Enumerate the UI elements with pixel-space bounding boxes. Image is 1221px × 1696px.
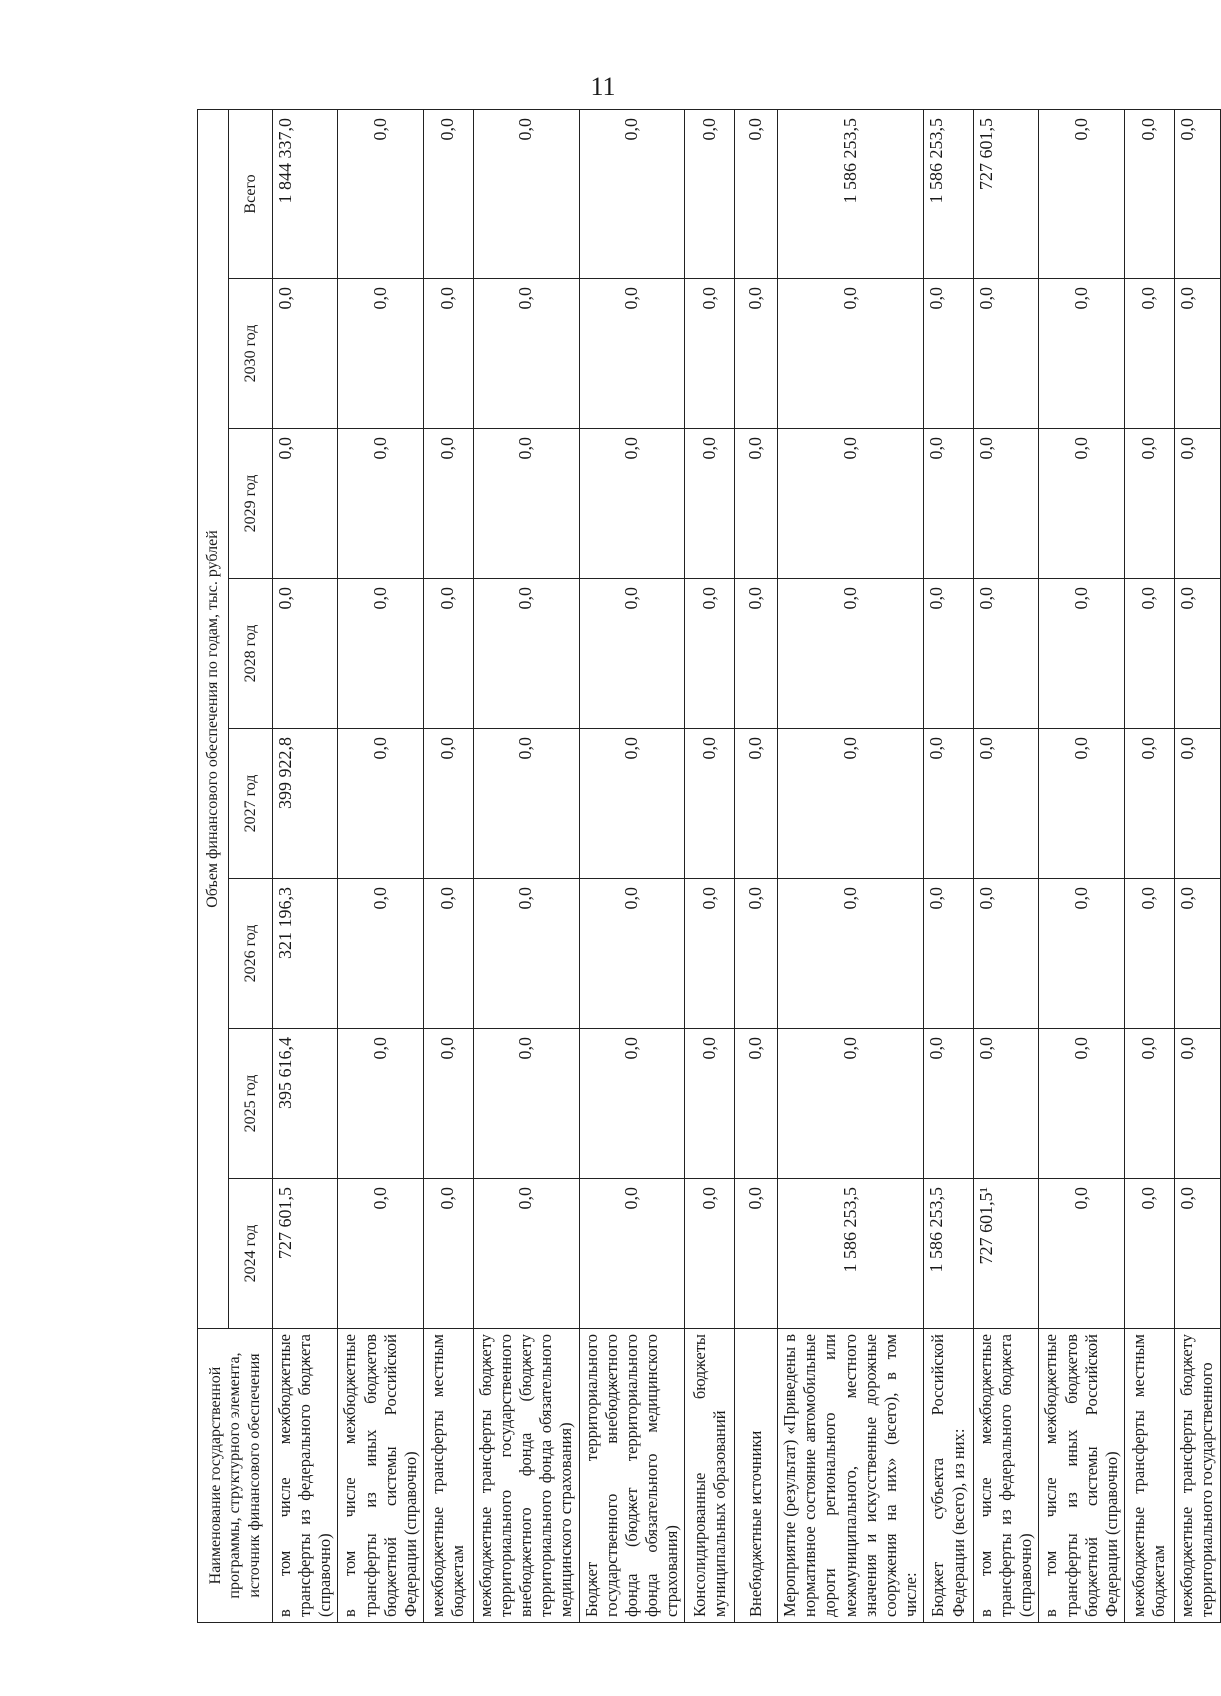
- row-value: 1 586 253,5: [924, 109, 974, 278]
- row-name: Внебюджетные источники: [735, 1329, 778, 1623]
- row-value: 0,0: [473, 1029, 579, 1179]
- table-row: [473, 109, 579, 1622]
- column-header-volume: Объем финансового обеспечения по годам, тыс. рублей: [198, 109, 229, 1328]
- row-value: 321 196,3: [273, 879, 338, 1029]
- row-value: 0,0: [1124, 1179, 1174, 1329]
- table-row: [1174, 109, 1220, 1622]
- column-header-year: 2029 год: [229, 429, 273, 579]
- row-value: 0,0: [423, 579, 473, 729]
- row-name: в том числе межбюджетные трансферты из федерального бюджета (справочно): [974, 1329, 1039, 1623]
- row-value: 0,0: [473, 279, 579, 429]
- row-value: 0,0: [579, 109, 685, 278]
- table-row: [1124, 109, 1174, 1622]
- row-value: 0,0: [473, 579, 579, 729]
- row-value: 0,0: [1174, 429, 1220, 579]
- row-value: 0,0: [735, 279, 778, 429]
- row-value: 0,0: [685, 1179, 735, 1329]
- row-value: 0,0: [338, 109, 424, 278]
- row-value: 0,0: [685, 1029, 735, 1179]
- row-value: 0,0: [1174, 1179, 1220, 1329]
- row-value: 0,0: [974, 1029, 1039, 1179]
- row-value: 0,0: [338, 1029, 424, 1179]
- column-header-name: Наименование государственной программы, структурного элемента, источник финансового обеспечения: [198, 1329, 273, 1623]
- row-value: 0,0: [735, 429, 778, 579]
- row-value: 0,0: [685, 429, 735, 579]
- row-value: 727 601,5¹: [974, 1179, 1039, 1329]
- column-header-year: 2026 год: [229, 879, 273, 1029]
- row-value: 0,0: [338, 279, 424, 429]
- row-value: 0,0: [974, 429, 1039, 579]
- row-value: 0,0: [735, 1029, 778, 1179]
- row-value: 0,0: [778, 579, 924, 729]
- row-value: 0,0: [778, 879, 924, 1029]
- row-name: Мероприятие (результат) «Приведены в нормативное состояние автомобильные дороги регионального или межмуниципального, местного значения и искусственные дорожные сооружения на них» (всего), в том числе:: [778, 1329, 924, 1623]
- row-value: 727 601,5: [273, 1179, 338, 1329]
- row-name: межбюджетные трансферты местным бюджетам: [423, 1329, 473, 1623]
- row-value: 0,0: [974, 729, 1039, 879]
- row-value: 0,0: [974, 879, 1039, 1029]
- table-row: [778, 109, 924, 1622]
- row-value: 0,0: [685, 279, 735, 429]
- row-value: 0,0: [685, 729, 735, 879]
- row-value: 0,0: [473, 1179, 579, 1329]
- column-header-year: 2028 год: [229, 579, 273, 729]
- row-value: 0,0: [924, 579, 974, 729]
- row-value: 1 586 253,5: [924, 1179, 974, 1329]
- row-value: 0,0: [1124, 729, 1174, 879]
- table-row: [924, 109, 974, 1622]
- row-value: 0,0: [1174, 729, 1220, 879]
- row-value: 0,0: [579, 579, 685, 729]
- row-value: 0,0: [685, 109, 735, 278]
- funding-table-rotated: [197, 110, 1217, 1623]
- row-value: 0,0: [924, 279, 974, 429]
- row-value: 0,0: [423, 1179, 473, 1329]
- row-value: 0,0: [1124, 879, 1174, 1029]
- row-value: 0,0: [778, 279, 924, 429]
- table-row: [338, 109, 424, 1622]
- row-value: 0,0: [1174, 579, 1220, 729]
- row-value: 0,0: [338, 729, 424, 879]
- row-value: 1 844 337,0: [273, 109, 338, 278]
- row-value: 1 586 253,5: [778, 1179, 924, 1329]
- row-value: 0,0: [423, 729, 473, 879]
- row-name: межбюджетные трансферты местным бюджетам: [1124, 1329, 1174, 1623]
- table-row: [579, 109, 685, 1622]
- row-value: 0,0: [1124, 109, 1174, 278]
- row-value: 0,0: [735, 729, 778, 879]
- column-header-year: 2027 год: [229, 729, 273, 879]
- row-value: 0,0: [473, 729, 579, 879]
- row-value: 0,0: [1124, 429, 1174, 579]
- row-value: 0,0: [924, 1029, 974, 1179]
- table-row: [974, 109, 1039, 1622]
- row-value: 0,0: [423, 109, 473, 278]
- row-value: 0,0: [1039, 1029, 1125, 1179]
- row-value: 0,0: [338, 429, 424, 579]
- row-value: 0,0: [273, 279, 338, 429]
- row-value: 0,0: [778, 1029, 924, 1179]
- row-value: 1 586 253,5: [778, 109, 924, 278]
- row-value: 0,0: [579, 429, 685, 579]
- row-value: 0,0: [1174, 879, 1220, 1029]
- row-name: в том числе межбюджетные трансферты из федерального бюджета (справочно): [273, 1329, 338, 1623]
- row-value: 0,0: [473, 429, 579, 579]
- funding-table: [197, 109, 1221, 1623]
- row-name: в том числе межбюджетные трансферты из иных бюджетов бюджетной системы Российской Федерации (справочно): [338, 1329, 424, 1623]
- row-value: 0,0: [579, 1179, 685, 1329]
- row-value: 0,0: [1039, 579, 1125, 729]
- table-row: [423, 109, 473, 1622]
- row-value: 727 601,5: [974, 109, 1039, 278]
- row-value: 0,0: [1124, 279, 1174, 429]
- row-value: 0,0: [685, 879, 735, 1029]
- row-value: 0,0: [1174, 109, 1220, 278]
- row-value: 0,0: [473, 109, 579, 278]
- row-value: 0,0: [338, 879, 424, 1029]
- column-header-year: 2024 год: [229, 1179, 273, 1329]
- column-header-year: 2030 год: [229, 279, 273, 429]
- row-value: 0,0: [974, 279, 1039, 429]
- row-value: 0,0: [423, 429, 473, 579]
- row-value: 0,0: [924, 879, 974, 1029]
- row-name: Бюджет территориального государственного внебюджетного фонда (бюджет территориального фонда обязательного медицинского страхования): [579, 1329, 685, 1623]
- row-value: 0,0: [579, 879, 685, 1029]
- table-row: [685, 109, 735, 1622]
- row-value: 0,0: [1124, 579, 1174, 729]
- row-value: 0,0: [1039, 1179, 1125, 1329]
- row-value: 395 616,4: [273, 1029, 338, 1179]
- row-value: 0,0: [338, 579, 424, 729]
- header-row-1: [198, 109, 229, 1622]
- row-value: 0,0: [1124, 1029, 1174, 1179]
- column-header-year: 2025 год: [229, 1029, 273, 1179]
- row-name: межбюджетные трансферты бюджету территориального государственного: [1174, 1329, 1220, 1623]
- row-value: 0,0: [338, 1179, 424, 1329]
- row-value: 0,0: [735, 109, 778, 278]
- row-value: 0,0: [423, 279, 473, 429]
- row-value: 0,0: [579, 1029, 685, 1179]
- row-value: 0,0: [778, 729, 924, 879]
- row-value: 0,0: [579, 729, 685, 879]
- row-value: 0,0: [924, 729, 974, 879]
- row-value: 0,0: [974, 579, 1039, 729]
- row-value: 0,0: [1039, 429, 1125, 579]
- row-value: 0,0: [1039, 729, 1125, 879]
- row-value: 399 922,8: [273, 729, 338, 879]
- row-value: 0,0: [273, 579, 338, 729]
- row-value: 0,0: [735, 879, 778, 1029]
- row-name: Консолидированные бюджеты муниципальных образований: [685, 1329, 735, 1623]
- row-value: 0,0: [1039, 879, 1125, 1029]
- row-value: 0,0: [1174, 1029, 1220, 1179]
- row-value: 0,0: [685, 579, 735, 729]
- row-value: 0,0: [579, 279, 685, 429]
- row-value: 0,0: [924, 429, 974, 579]
- row-value: 0,0: [1039, 109, 1125, 278]
- row-value: 0,0: [1174, 279, 1220, 429]
- row-value: 0,0: [735, 579, 778, 729]
- table-row: [735, 109, 778, 1622]
- row-value: 0,0: [473, 879, 579, 1029]
- row-value: 0,0: [423, 1029, 473, 1179]
- row-value: 0,0: [778, 429, 924, 579]
- table-row: [273, 109, 338, 1622]
- row-value: 0,0: [423, 879, 473, 1029]
- row-name: Бюджет субъекта Российской Федерации (всего), из них:: [924, 1329, 974, 1623]
- row-value: 0,0: [1039, 279, 1125, 429]
- column-header-total: Всего: [229, 109, 273, 278]
- row-name: в том числе межбюджетные трансферты из иных бюджетов бюджетной системы Российской Федерации (справочно): [1039, 1329, 1125, 1623]
- page-number: 11: [590, 72, 616, 101]
- row-value: 0,0: [735, 1179, 778, 1329]
- row-name: межбюджетные трансферты бюджету территориального государственного внебюджетного фонда (бюджету территориального фонда обязательного медицинского страхования): [473, 1329, 579, 1623]
- row-value: 0,0: [273, 429, 338, 579]
- table-row: [1039, 109, 1125, 1622]
